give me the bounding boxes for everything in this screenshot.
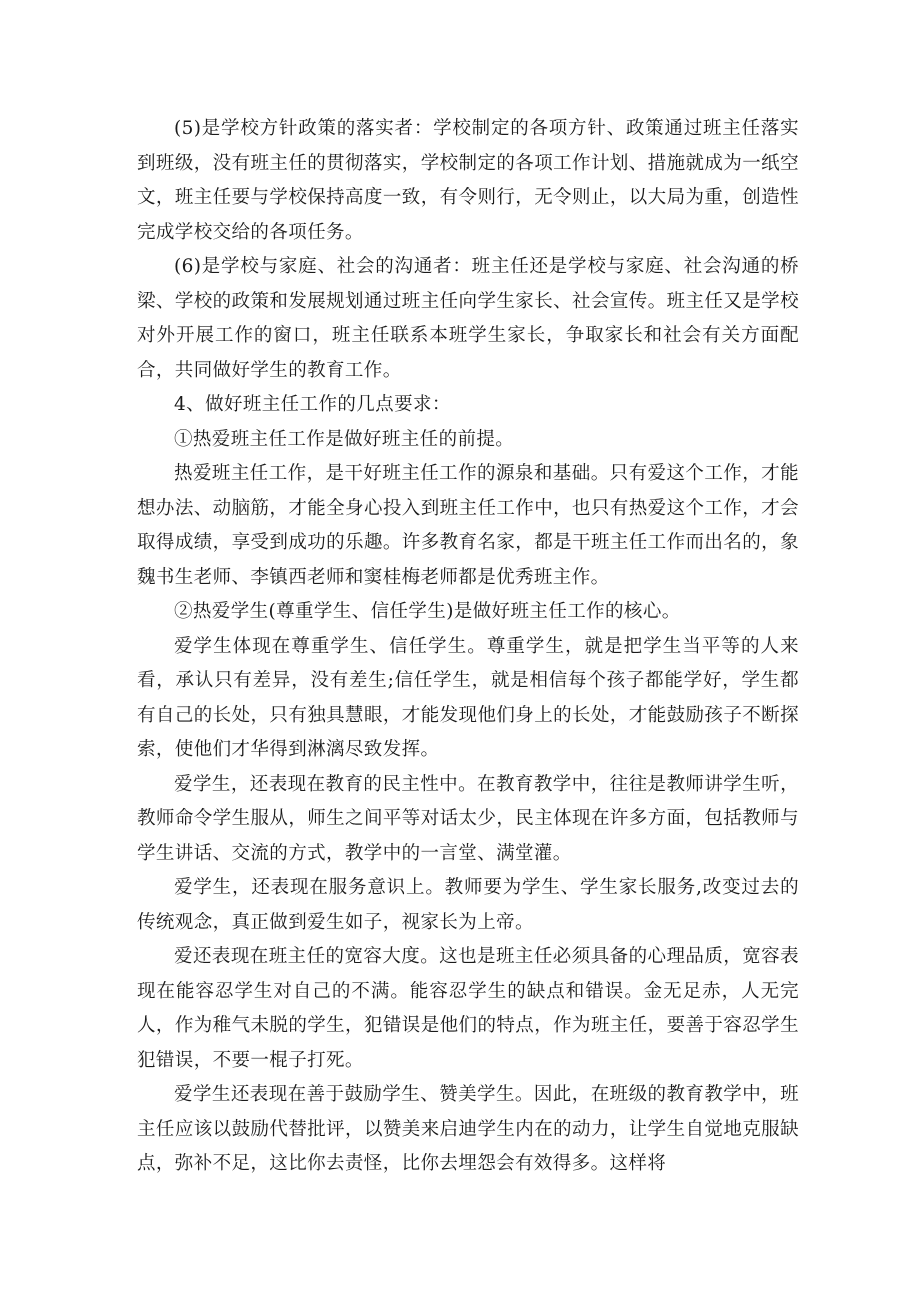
requirement-2-body-democracy: 爱学生，还表现在教育的民主性中。在教育教学中，往往是教师讲学生听，教师命令学生服从，师生之间平等对话太少，民主体现在许多方面，包括教师与学生讲话、交流的方式，教学中的一言堂、满堂灌。 [137,773,799,864]
document-body [137,112,799,1182]
paragraph-item-5: (5)是学校方针政策的落实者：学校制定的各项方针、政策通过班主任落实到班级，没有班主任的贯彻落实，学校制定的各项工作计划、措施就成为一纸空文，班主任要与学校保持高度一致，有令则行，无令则止，以大局为重，创造性完成学校交给的各项任务。 [137,118,799,243]
requirement-2-body-tolerance: 爱还表现在班主任的宽容大度。这也是班主任必须具备的心理品质，宽容表现在能容忍学生对自己的不满。能容忍学生的缺点和错误。金无足赤，人无完人，作为稚气未脱的学生，犯错误是他们的特点，作为班主任，要善于容忍学生犯错误，不要一棍子打死。 [137,946,799,1071]
requirement-1-body: 热爱班主任工作，是干好班主任工作的源泉和基础。只有爱这个工作，才能想办法、动脑筋，才能全身心投入到班主任工作中，也只有热爱这个工作，才会取得成绩，享受到成功的乐趣。许多教育名家，都是干班主任工作而出名的，象魏书生老师、李镇西老师和窦桂梅老师都是优秀班主作。 [137,463,799,588]
section-heading-requirements: 4、做好班主任工作的几点要求： [174,394,451,415]
paragraph-item-6: (6)是学校与家庭、社会的沟通者：班主任还是学校与家庭、社会沟通的桥梁、学校的政策和发展规划通过班主任向学生家长、社会宣传。班主任又是学校对外开展工作的窗口，班主任联系本班学生家长，争取家长和社会有关方面配合，共同做好学生的教育工作。 [137,256,799,381]
requirement-2-body-respect: 爱学生体现在尊重学生、信任学生。尊重学生，就是把学生当平等的人来看，承认只有差异，没有差生;信任学生，就是相信每个孩子都能学好，学生都有自己的长处，只有独具慧眼，才能发现他们身上的长处，才能鼓励孩子不断探索，使他们才华得到淋漓尽致发挥。 [137,635,799,760]
requirement-2-body-encouragement: 爱学生还表现在善于鼓励学生、赞美学生。因此，在班级的教育教学中，班主任应该以鼓励代替批评，以赞美来启迪学生内在的动力，让学生自觉地克服缺点，弥补不足，这比你去责怪，比你去埋怨会有效得多。这样将 [137,1084,799,1174]
requirement-2-body-service: 爱学生，还表现在服务意识上。教师要为学生、学生家长服务,改变过去的传统观念，真正做到爱生如子，视家长为上帝。 [137,877,799,933]
requirement-2-heading: ②热爱学生(尊重学生、信任学生)是做好班主任工作的核心。 [174,601,681,622]
requirement-1-heading: ①热爱班主任工作是做好班主任的前提。 [174,428,515,450]
